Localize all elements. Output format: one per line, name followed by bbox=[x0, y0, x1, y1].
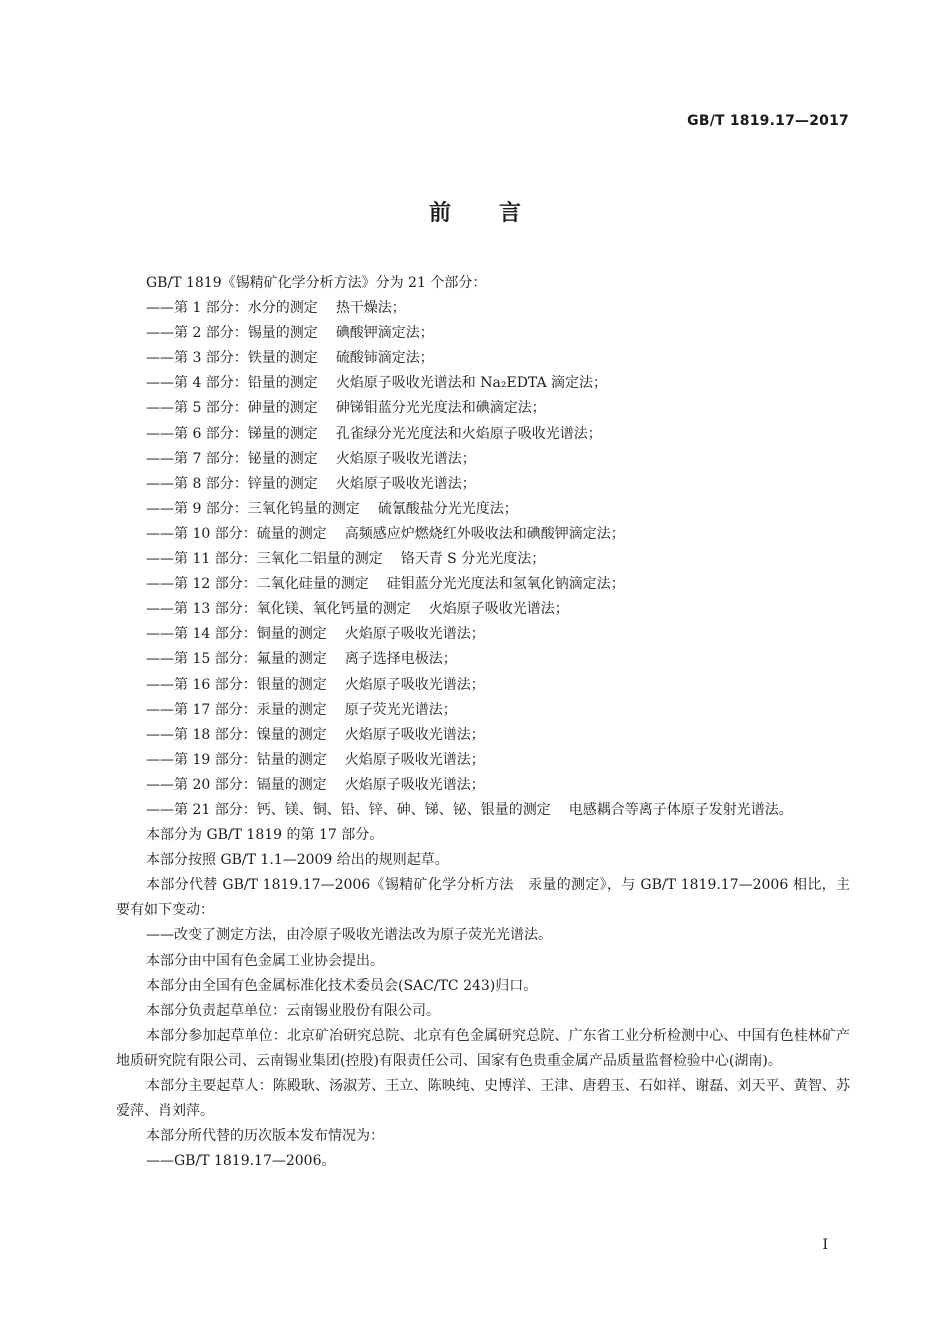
part-label: ——第 7 部分：铋量的测定 bbox=[146, 450, 318, 467]
part-method: 电感耦合等离子体原子发射光谱法。 bbox=[568, 801, 793, 818]
part-method: 火焰原子吸收光谱法； bbox=[335, 450, 476, 467]
part-method: 火焰原子吸收光谱法； bbox=[335, 475, 476, 492]
statement-committee: 本部分由全国有色金属标准化技术委员会(SAC/TC 243)归口。 bbox=[146, 977, 538, 994]
part-item bbox=[116, 547, 850, 572]
title-char-2: 言 bbox=[499, 201, 522, 226]
part-label: ——第 21 部分：钙、镁、铜、铅、锌、砷、锑、铋、银量的测定 bbox=[146, 801, 551, 818]
part-item bbox=[116, 723, 850, 748]
part-method: 火焰原子吸收光谱法； bbox=[344, 676, 485, 693]
page-number: I bbox=[822, 1237, 828, 1253]
part-method: 硫氰酸盐分光光度法； bbox=[377, 500, 518, 517]
part-item bbox=[116, 647, 850, 672]
part-method: 高频感应炉燃烧红外吸收法和碘酸钾滴定法； bbox=[344, 525, 625, 542]
part-label: ——第 6 部分：锑量的测定 bbox=[146, 425, 318, 442]
part-method: 热干燥法； bbox=[335, 300, 406, 317]
part-label: ——第 1 部分：水分的测定 bbox=[146, 300, 318, 317]
part-label: ——第 11 部分：三氧化二铝量的测定 bbox=[146, 551, 383, 568]
parts-list bbox=[116, 296, 850, 823]
part-item bbox=[116, 422, 850, 447]
intro-paragraph: GB/T 1819《锡精矿化学分析方法》分为 21 个部分： bbox=[146, 275, 487, 291]
part-method: 火焰原子吸收光谱法； bbox=[344, 626, 485, 643]
part-item bbox=[116, 673, 850, 698]
part-method: 硫酸铈滴定法； bbox=[335, 350, 434, 367]
part-method: 砷锑钼蓝分光光度法和碘滴定法； bbox=[335, 400, 546, 417]
part-method: 火焰原子吸收光谱法； bbox=[428, 601, 569, 618]
part-method: 硅钼蓝分光光度法和氢氧化钠滴定法； bbox=[386, 576, 625, 593]
previous-edition-item: ——GB/T 1819.17—2006。 bbox=[146, 1153, 336, 1170]
part-item bbox=[116, 622, 850, 647]
part-label: ——第 3 部分：铁量的测定 bbox=[146, 350, 318, 367]
part-label: ——第 14 部分：铜量的测定 bbox=[146, 626, 327, 643]
statement-participating-units: 本部分参加起草单位：北京矿冶研究总院、北京有色金属研究总院、广东省工业分析检测中心、中国有色桂林矿产地质研究院有限公司、云南锡业集团(控股)有限责任公司、国家有色贵重金属产品质量监督检验中心(湖南)。 bbox=[116, 1027, 850, 1069]
part-item bbox=[116, 396, 850, 421]
statement-responsible-unit: 本部分负责起草单位：云南锡业股份有限公司。 bbox=[146, 1002, 440, 1019]
part-item bbox=[116, 597, 850, 622]
part-item bbox=[116, 773, 850, 798]
part-item bbox=[116, 447, 850, 472]
statement-part-number: 本部分为 GB/T 1819 的第 17 部分。 bbox=[146, 827, 384, 844]
part-item bbox=[116, 748, 850, 773]
part-label: ——第 2 部分：锡量的测定 bbox=[146, 325, 318, 342]
statement-proposed-by: 本部分由中国有色金属工业协会提出。 bbox=[146, 952, 384, 969]
part-label: ——第 5 部分：砷量的测定 bbox=[146, 400, 318, 417]
part-item bbox=[116, 296, 850, 321]
part-method: 火焰原子吸收光谱法和 Na₂EDTA 滴定法； bbox=[335, 375, 608, 392]
part-item bbox=[116, 522, 850, 547]
part-item bbox=[116, 497, 850, 522]
standard-id: GB/T 1819.17—2017 bbox=[687, 113, 849, 129]
part-method: 火焰原子吸收光谱法； bbox=[344, 751, 485, 768]
part-label: ——第 9 部分：三氧化钨量的测定 bbox=[146, 500, 360, 517]
part-method: 碘酸钾滴定法； bbox=[335, 325, 434, 342]
part-label: ——第 4 部分：铅量的测定 bbox=[146, 375, 318, 392]
part-label: ——第 15 部分：氟量的测定 bbox=[146, 651, 327, 668]
part-method: 火焰原子吸收光谱法； bbox=[344, 726, 485, 743]
part-label: ——第 10 部分：硫量的测定 bbox=[146, 525, 327, 542]
part-method: 原子荧光光谱法； bbox=[344, 701, 457, 718]
part-item bbox=[116, 321, 850, 346]
page-title bbox=[0, 196, 950, 227]
part-label: ——第 16 部分：银量的测定 bbox=[146, 676, 327, 693]
part-method: 火焰原子吸收光谱法； bbox=[344, 776, 485, 793]
part-item bbox=[116, 698, 850, 723]
part-item bbox=[116, 798, 850, 823]
statement-previous-editions: 本部分所代替的历次版本发布情况为： bbox=[146, 1128, 384, 1145]
title-char-1: 前 bbox=[428, 201, 451, 226]
part-label: ——第 19 部分：钴量的测定 bbox=[146, 751, 327, 768]
part-label: ——第 17 部分：汞量的测定 bbox=[146, 701, 327, 718]
part-label: ——第 12 部分：二氧化硅量的测定 bbox=[146, 576, 369, 593]
part-label: ——第 20 部分：镉量的测定 bbox=[146, 776, 327, 793]
document-body bbox=[116, 271, 850, 1174]
statement-replaces: 本部分代替 GB/T 1819.17—2006《锡精矿化学分析方法 汞量的测定》，与 GB/T 1819.17—2006 相比，主要有如下变动： bbox=[116, 877, 850, 919]
part-item bbox=[116, 346, 850, 371]
part-label: ——第 13 部分：氧化镁、氧化钙量的测定 bbox=[146, 601, 411, 618]
part-label: ——第 18 部分：镍量的测定 bbox=[146, 726, 327, 743]
part-label: ——第 8 部分：锌量的测定 bbox=[146, 475, 318, 492]
statement-drafters: 本部分主要起草人：陈殿耿、汤淑芳、王立、陈映纯、史博洋、王津、唐碧玉、石如祥、谢磊、刘天平、黄智、苏爱萍、肖刘萍。 bbox=[116, 1078, 850, 1120]
part-method: 孔雀绿分光光度法和火焰原子吸收光谱法； bbox=[335, 425, 602, 442]
part-item bbox=[116, 572, 850, 597]
part-method: 离子选择电极法； bbox=[344, 651, 457, 668]
statement-drafting-rules: 本部分按照 GB/T 1.1—2009 给出的规则起草。 bbox=[146, 852, 449, 869]
part-method: 铬天青 S 分光光度法； bbox=[400, 551, 546, 568]
part-item bbox=[116, 371, 850, 396]
change-item: ——改变了测定方法，由冷原子吸收光谱法改为原子荧光光谱法。 bbox=[146, 927, 552, 944]
part-item bbox=[116, 472, 850, 497]
